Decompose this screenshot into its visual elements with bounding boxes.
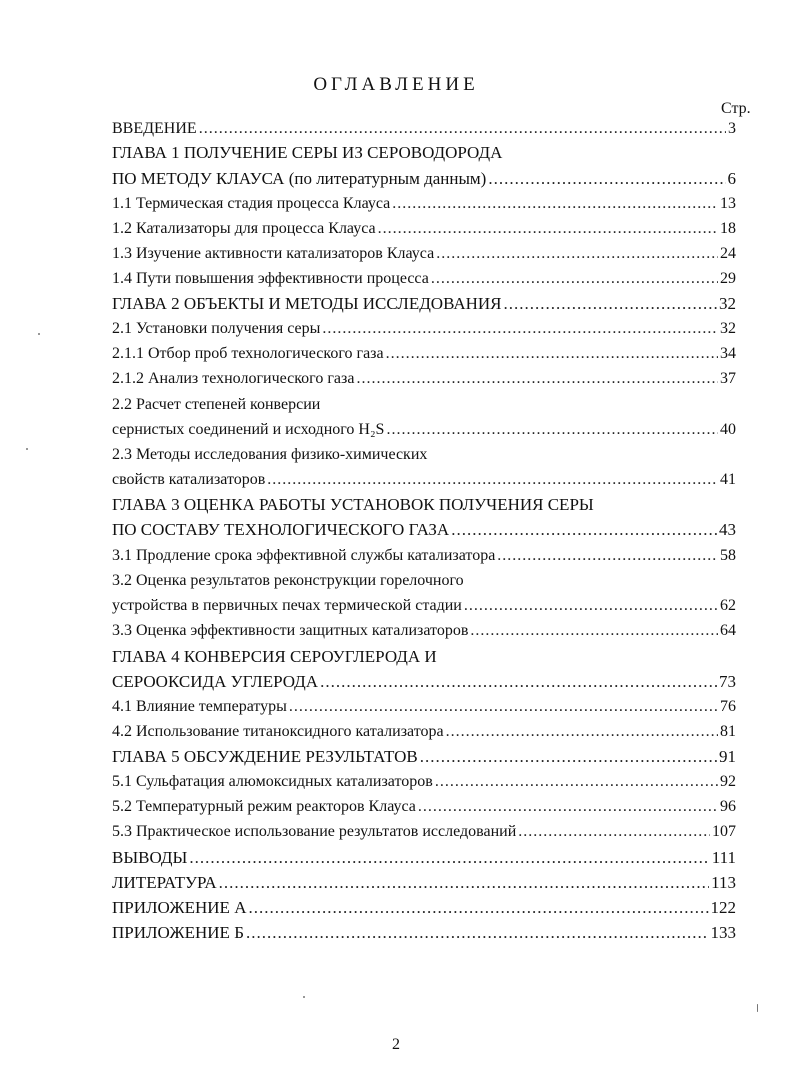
toc-entry-page: 96 xyxy=(720,798,736,815)
toc-entry[interactable] xyxy=(112,669,736,694)
toc-entry-page: 6 xyxy=(727,169,736,188)
toc-entry-text: СЕРООКСИДА УГЛЕРОДА xyxy=(112,672,319,691)
dot-leader xyxy=(378,216,718,241)
toc-entry-page: 18 xyxy=(720,220,736,237)
dot-leader xyxy=(488,166,725,191)
toc-entry-text: 3.3 Оценка эффективности защитных катализаторов xyxy=(112,622,469,639)
toc-entry-text: 3.1 Продление срока эффективной службы катализатора xyxy=(112,547,496,564)
toc-entry[interactable] xyxy=(112,166,736,191)
toc-entry[interactable] xyxy=(112,492,594,517)
toc-entry-text: ПРИЛОЖЕНИЕ Б xyxy=(112,923,244,942)
dot-leader xyxy=(219,870,710,895)
scan-speck xyxy=(26,448,28,450)
dot-leader xyxy=(436,241,718,266)
toc-entry-page: 32 xyxy=(719,294,736,313)
toc-entry[interactable] xyxy=(112,216,736,241)
toc-entry[interactable] xyxy=(112,417,736,442)
toc-entry-text: ВВЕДЕНИЕ xyxy=(112,120,197,137)
dot-leader xyxy=(420,744,717,769)
toc-entry-text: 1.1 Термическая стадия процесса Клауса xyxy=(112,195,391,212)
toc-entry[interactable] xyxy=(112,442,427,467)
toc-entry-page: 107 xyxy=(712,823,736,840)
toc-entry[interactable] xyxy=(112,593,736,618)
dot-leader xyxy=(189,845,709,870)
toc-entry[interactable] xyxy=(112,543,736,568)
toc-entry-text: 4.2 Использование титаноксидного катализатора xyxy=(112,723,444,740)
toc-entry[interactable] xyxy=(112,467,736,492)
toc-entry-text: 5.2 Температурный режим реакторов Клауса xyxy=(112,798,416,815)
toc-entry-text: свойств катализаторов xyxy=(112,471,266,488)
toc-entry-page: 81 xyxy=(720,723,736,740)
toc-entry-page: 3 xyxy=(728,120,736,137)
toc-entry[interactable] xyxy=(112,819,736,844)
dot-leader xyxy=(386,417,718,442)
dot-leader xyxy=(451,517,717,542)
dot-leader xyxy=(518,819,710,844)
scan-speck xyxy=(38,333,40,335)
dot-leader xyxy=(497,543,718,568)
toc-entry-page: 40 xyxy=(720,421,736,438)
dot-leader xyxy=(322,316,718,341)
dot-leader xyxy=(289,694,718,719)
toc-entry[interactable] xyxy=(112,769,736,794)
toc-entry-page: 113 xyxy=(711,873,736,892)
toc-entry-text: ЛИТЕРАТУРА xyxy=(112,873,217,892)
scan-speck xyxy=(303,996,305,998)
toc-entry[interactable] xyxy=(112,517,736,542)
dot-leader xyxy=(199,116,726,141)
toc-entry-page: 73 xyxy=(719,672,736,691)
toc-entry[interactable] xyxy=(112,694,736,719)
dot-leader xyxy=(446,719,718,744)
toc-entry-page: 13 xyxy=(720,195,736,212)
dot-leader xyxy=(267,467,718,492)
toc-entry[interactable] xyxy=(112,366,736,391)
toc-entry-text: 2.1 Установки получения серы xyxy=(112,320,321,337)
dot-leader xyxy=(470,618,718,643)
dot-leader xyxy=(392,191,718,216)
toc-entry[interactable] xyxy=(112,291,736,316)
toc-entry-page: 92 xyxy=(720,773,736,790)
toc-entry-text: 2.1.2 Анализ технологического газа xyxy=(112,370,355,387)
toc-entry[interactable] xyxy=(112,719,736,744)
table-of-contents xyxy=(0,116,792,956)
toc-entry[interactable] xyxy=(112,266,736,291)
toc-entry-text: ГЛАВА 3 ОЦЕНКА РАБОТЫ УСТАНОВОК ПОЛУЧЕНИЯ СЕРЫ xyxy=(112,495,594,514)
toc-entry[interactable] xyxy=(112,870,736,895)
toc-entry[interactable] xyxy=(112,191,736,216)
toc-entry-page: 122 xyxy=(710,898,736,917)
toc-entry-text: ГЛАВА 2 ОБЪЕКТЫ И МЕТОДЫ ИССЛЕДОВАНИЯ xyxy=(112,294,502,313)
toc-entry-page: 37 xyxy=(720,370,736,387)
toc-entry-page: 91 xyxy=(719,747,736,766)
toc-entry-text: ПО СОСТАВУ ТЕХНОЛОГИЧЕСКОГО ГАЗА xyxy=(112,520,450,539)
toc-entry[interactable] xyxy=(112,241,736,266)
toc-entry-text: ГЛАВА 5 ОБСУЖДЕНИЕ РЕЗУЛЬТАТОВ xyxy=(112,747,418,766)
toc-entry[interactable] xyxy=(112,618,736,643)
toc-entry-page: 29 xyxy=(720,270,736,287)
toc-entry-text: 2.1.1 Отбор проб технологического газа xyxy=(112,345,384,362)
toc-entry[interactable] xyxy=(112,794,736,819)
toc-entry[interactable] xyxy=(112,920,736,945)
toc-entry[interactable] xyxy=(112,392,320,417)
toc-entry-text: ПО МЕТОДУ КЛАУСА (по литературным данным) xyxy=(112,169,487,188)
toc-entry-text: 1.2 Катализаторы для процесса Клауса xyxy=(112,220,376,237)
dot-leader xyxy=(431,266,718,291)
toc-entry[interactable] xyxy=(112,744,736,769)
dot-leader xyxy=(418,794,718,819)
toc-entry[interactable] xyxy=(112,116,736,141)
toc-entry-page: 58 xyxy=(720,547,736,564)
toc-entry-text: 5.3 Практическое использование результатов исследований xyxy=(112,823,517,840)
toc-entry-page: 32 xyxy=(720,320,736,337)
toc-entry-page: 41 xyxy=(720,471,736,488)
dot-leader xyxy=(464,593,718,618)
toc-entry-page: 62 xyxy=(720,597,736,614)
toc-entry-page: 24 xyxy=(720,245,736,262)
toc-entry-text: 1.3 Изучение активности катализаторов Клауса xyxy=(112,245,435,262)
dot-leader xyxy=(246,920,709,945)
page-title: ОГЛАВЛЕНИЕ xyxy=(313,74,479,95)
dot-leader xyxy=(248,895,708,920)
toc-entry[interactable] xyxy=(112,845,736,870)
dot-leader xyxy=(356,366,718,391)
toc-entry[interactable] xyxy=(112,568,464,593)
toc-entry[interactable] xyxy=(112,140,502,165)
toc-entry-page: 76 xyxy=(720,698,736,715)
toc-entry-text: 1.4 Пути повышения эффективности процесса xyxy=(112,270,429,287)
toc-entry-text: ПРИЛОЖЕНИЕ А xyxy=(112,898,247,917)
toc-entry-text: 2.2 Расчет степеней конверсии xyxy=(112,396,321,413)
toc-entry-text: сернистых соединений и исходного H₂S xyxy=(112,421,385,438)
dot-leader xyxy=(320,669,717,694)
toc-entry-text: 4.1 Влияние температуры xyxy=(112,698,287,715)
toc-entry[interactable] xyxy=(112,644,437,669)
toc-entry-page: 43 xyxy=(719,520,736,539)
scan-speck xyxy=(757,1004,758,1012)
dot-leader xyxy=(386,341,718,366)
toc-entry[interactable] xyxy=(112,895,736,920)
toc-entry-text: 3.2 Оценка результатов реконструкции горелочного xyxy=(112,572,464,589)
toc-entry-text: устройства в первичных печах термической стадии xyxy=(112,597,462,614)
toc-entry-text: ГЛАВА 4 КОНВЕРСИЯ СЕРОУГЛЕРОДА И xyxy=(112,647,437,666)
toc-entry[interactable] xyxy=(112,316,736,341)
page-column-label: Стр. xyxy=(721,100,751,117)
toc-entry-text: ГЛАВА 1 ПОЛУЧЕНИЕ СЕРЫ ИЗ СЕРОВОДОРОДА xyxy=(112,143,503,162)
toc-entry-text: ВЫВОДЫ xyxy=(112,848,188,867)
toc-entry-text: 5.1 Сульфатация алюмоксидных катализаторов xyxy=(112,773,433,790)
toc-entry-page: 133 xyxy=(710,923,736,942)
toc-entry-page: 34 xyxy=(720,345,736,362)
dot-leader xyxy=(504,291,717,316)
toc-entry-text: 2.3 Методы исследования физико-химических xyxy=(112,446,428,463)
dot-leader xyxy=(435,769,718,794)
toc-entry-page: 64 xyxy=(720,622,736,639)
toc-entry-page: 111 xyxy=(711,848,736,867)
page-number: 2 xyxy=(392,1036,400,1053)
toc-entry[interactable] xyxy=(112,341,736,366)
